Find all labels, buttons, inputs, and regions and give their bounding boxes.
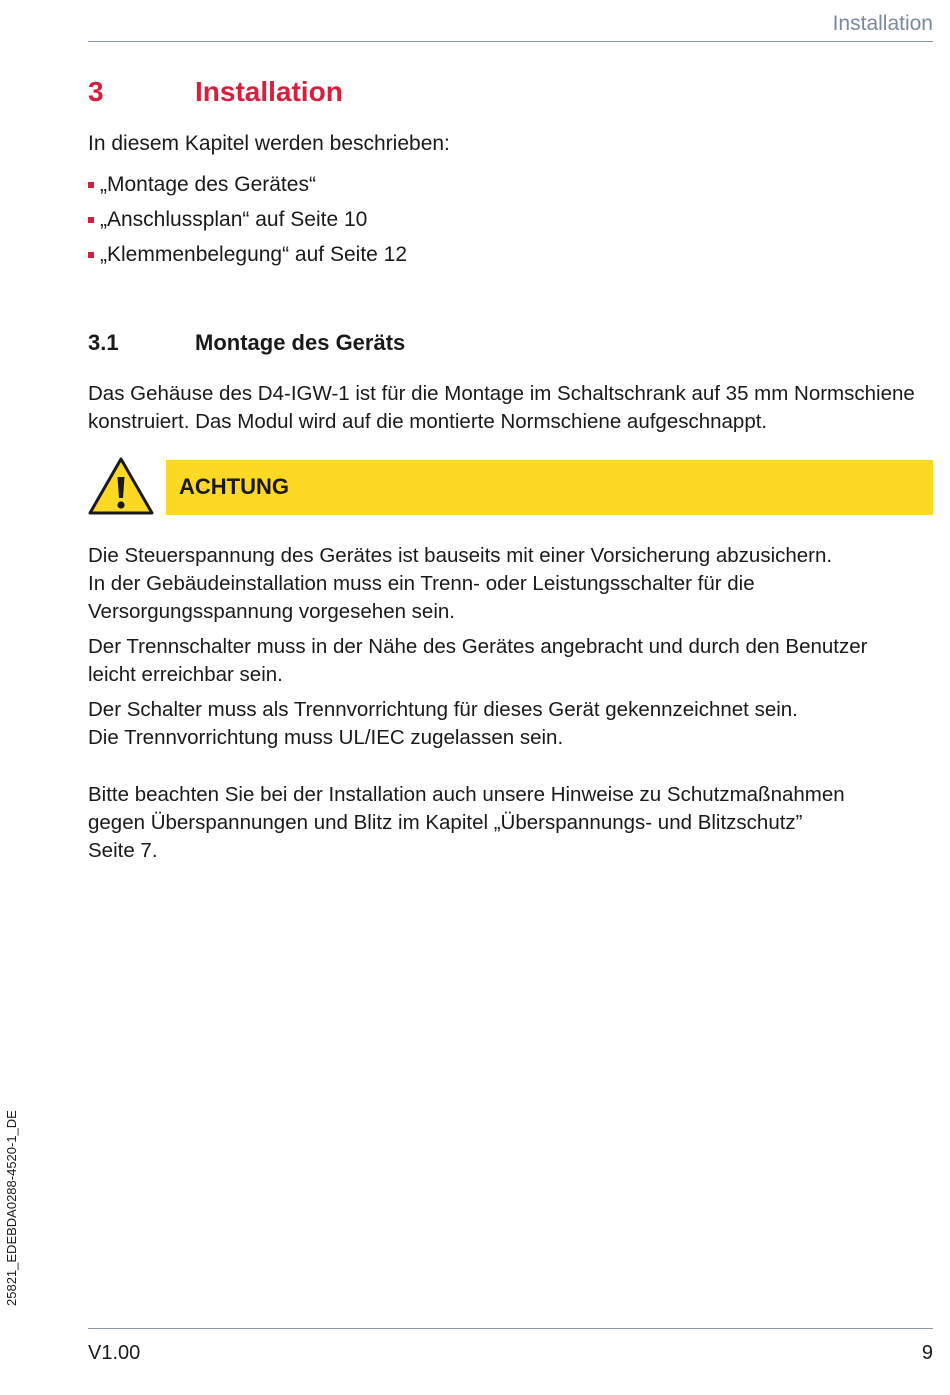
section-body: Das Gehäuse des D4-IGW-1 ist für die Montage im Schaltschrank auf 35 mm Normschiene konstruiert. Das Modul wird auf die montierte Normschiene aufgeschnappt. [88,382,915,433]
page-number: 9 [921,1342,933,1364]
list-item: „Anschlussplan“ auf Seite 10 [88,202,407,237]
document-code: 25821_EDEBDA0288-4520-1_DE [4,1110,19,1306]
warning-paragraph: Der Trennschalter muss in der Nähe des Gerätes angebracht und durch den Benutzer leicht erreichbar sein. [88,635,868,686]
bullet-square-icon [88,252,94,258]
warning-triangle-icon [87,456,155,516]
list-item: „Klemmenbelegung“ auf Seite 12 [88,237,407,272]
chapter-title: Installation [195,76,343,107]
intro-bullet-list [88,167,407,272]
section-title: Montage des Geräts [195,330,406,355]
footer-divider [88,1328,933,1329]
header-divider [88,41,933,42]
bullet-square-icon [88,217,94,223]
footer-version: V1.00 [88,1342,141,1364]
warning-paragraph: Der Schalter muss als Trennvorrichtung für dieses Gerät gekennzeichnet sein. Die Trennvorrichtung muss UL/IEC zugelassen sein. [88,698,798,749]
section-number: 3.1 [88,330,119,355]
note-paragraph: Bitte beachten Sie bei der Installation auch unsere Hinweise zu Schutzmaßnahmen gegen Überspannungen und Blitz im Kapitel „Überspannungs- und Blitzschutz” Seite 7. [88,783,845,862]
chapter-number: 3 [88,76,104,107]
warning-banner [166,460,933,515]
running-header: Installation [832,12,933,35]
list-item: „Montage des Gerätes“ [88,167,407,202]
bullet-square-icon [88,182,94,188]
section-heading [88,330,405,356]
intro-text: In diesem Kapitel werden beschrieben: [88,132,450,155]
warning-title: ACHTUNG [179,474,289,499]
warning-paragraph: Die Steuerspannung des Gerätes ist bauseits mit einer Vorsicherung abzusichern. In der Gebäudeinstallation muss ein Trenn- oder Leistungsschalter für die Versorgungsspannung vorgesehen sein. [88,544,833,623]
chapter-heading [88,76,343,108]
